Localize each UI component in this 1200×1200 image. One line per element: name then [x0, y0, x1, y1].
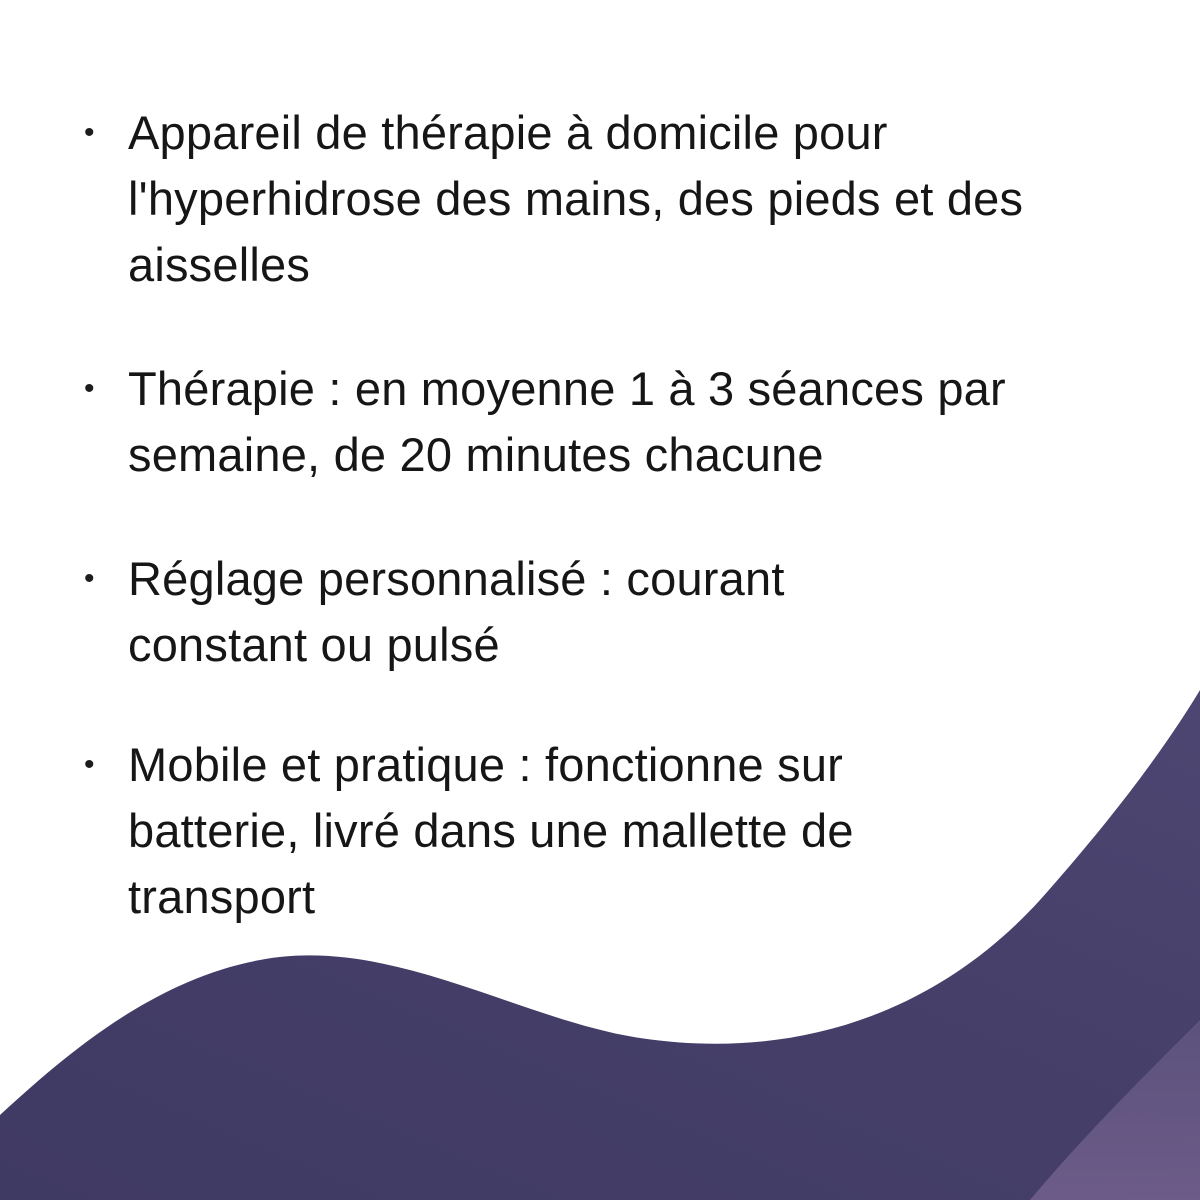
bullet-dot-icon: • [84, 562, 95, 595]
feature-item-therapy-schedule [84, 356, 1164, 488]
feature-text: Appareil de thérapie à domicile pour l'hyperhidrose des mains, des pieds et des aisselles [128, 106, 1024, 291]
bullet-dot-icon: • [84, 116, 95, 149]
feature-item-custom-setting [84, 546, 1084, 678]
feature-item-mobile-practical [84, 732, 1084, 930]
bullet-dot-icon: • [84, 748, 95, 781]
feature-text: Mobile et pratique : fonctionne sur batterie, livré dans une mallette de transport [128, 738, 854, 923]
feature-item-home-therapy [84, 100, 1084, 298]
feature-text: Réglage personnalisé : courant constant ou pulsé [128, 552, 785, 671]
feature-text: Thérapie : en moyenne 1 à 3 séances par semaine, de 20 minutes chacune [128, 362, 1006, 481]
bullet-dot-icon: • [84, 372, 95, 405]
